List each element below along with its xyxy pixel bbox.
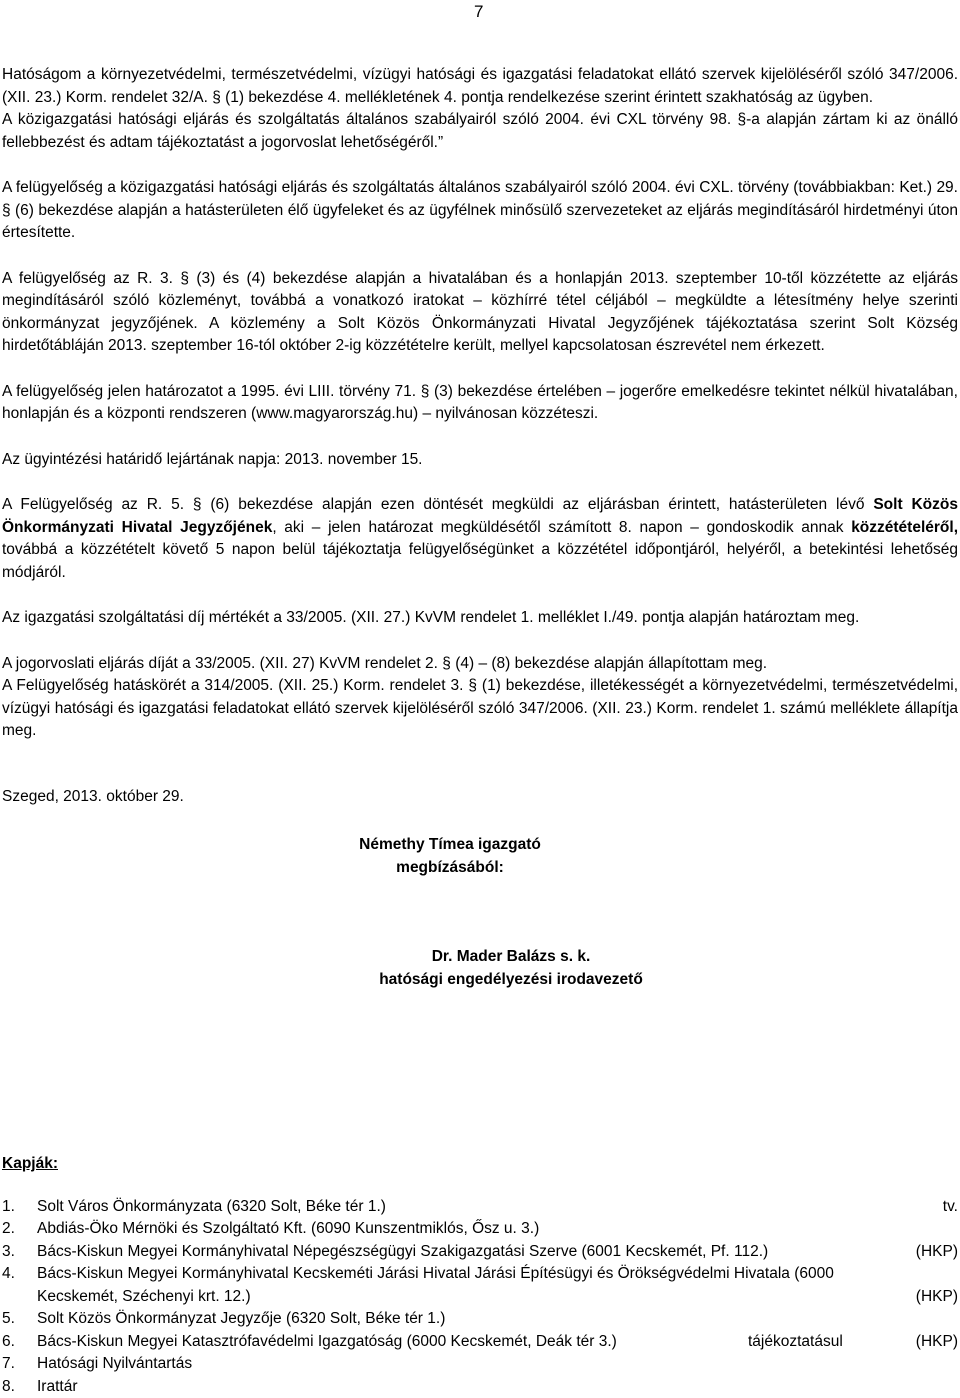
recipient-number: 4. [2, 1263, 37, 1286]
signatory-name: Dr. Mader Balázs s. k. [62, 946, 960, 969]
recipient-text-line: Irattár [37, 1378, 77, 1395]
recipient-number: 1. [2, 1196, 37, 1219]
recipient-text [37, 1241, 888, 1264]
recipient-text-line: Solt Közös Önkormányzat Jegyzője (6320 Solt, Béke tér 1.) [37, 1310, 445, 1327]
paragraph-appeal-exclusion: A közigazgatási hatósági eljárás és szolgáltatás általános szabályairól szóló 2004. évi CXL törvény 98. §-a alapján zártam ki az önálló fellebbezést és adtam tájékoztatást a jogorvoslat lehetőségéről.” [2, 109, 958, 154]
recipient-number: 7. [2, 1353, 37, 1376]
paragraph-delivery [2, 494, 958, 584]
recipient-text [37, 1196, 888, 1219]
recipient-text-line: Hatósági Nyilvántartás [37, 1355, 192, 1372]
paragraph-public-disclosure: A felügyelőség jelen határozatot a 1995. évi LIII. törvény 71. § (3) bekezdése értelében – jogerőre emelkedésre tekintet nélkül hivatalában, honlapján és a központi rendszeren (www.magyarország.hu) – nyilvánosan közzéteszi. [2, 381, 958, 426]
recipient-item [2, 1241, 958, 1264]
recipient-number: 2. [2, 1218, 37, 1241]
recipient-text-line: Kecskemét, Széchenyi krt. 12.) [37, 1288, 251, 1305]
recipient-item [2, 1196, 958, 1219]
recipient-number: 8. [2, 1376, 37, 1398]
page-number: 7 [474, 2, 483, 22]
delivery-recipient-bold: Solt Közös Önkormányzati Hivatal Jegyzőjének [2, 496, 958, 536]
recipient-number: 6. [2, 1331, 37, 1354]
recipient-text [37, 1263, 888, 1308]
signatory-title: hatósági engedélyezési irodavezető [62, 969, 960, 992]
recipient-item [2, 1353, 958, 1376]
recipient-number: 5. [2, 1308, 37, 1331]
recipient-item [2, 1263, 958, 1308]
signature-block [0, 834, 960, 991]
delivery-text-e: továbbá a közzétételt követő 5 napon belül tájékoztatja felügyelőségünket a közzététel időpontjáról, helyéről, a betekintési lehetőség módjáról. [2, 541, 958, 581]
recipient-text [37, 1353, 888, 1376]
paragraph-notice: A felügyelőség a közigazgatási hatósági eljárás és szolgáltatás általános szabályairól szóló 2004. évi CXL. törvény (továbbiakban: Ket.) 29. § (6) bekezdése alapján a hatásterületen élő ügyfeleket és az ügyfélnek minősülő szervezeteket az eljárás megindításáról hirdetményi úton értesítette. [2, 177, 958, 245]
paragraph-deadline: Az ügyintézési határidő lejártának napja: 2013. november 15. [2, 449, 958, 472]
recipient-delivery-tag: (HKP) [888, 1286, 958, 1309]
delivery-publication-bold: közzétételéről, [851, 519, 958, 536]
paragraph-fee: Az igazgatási szolgáltatási díj mértékét a 33/2005. (XII. 27.) KvVM rendelet 1. melléklet I./49. pontja alapján határoztam meg. [2, 607, 958, 630]
recipient-text [37, 1218, 888, 1241]
delivery-text-a: A Felügyelőség az R. 5. § (6) bekezdése alapján ezen döntését megküldi az eljárásban érintett, hatásterületen lévő [2, 496, 873, 513]
recipient-text-line: Abdiás-Öko Mérnöki és Szolgáltató Kft. (6090 Kunszentmiklós, Ősz u. 3.) [37, 1220, 539, 1237]
recipient-number: 3. [2, 1241, 37, 1264]
recipient-text [37, 1308, 888, 1331]
recipient-text-line: Bács-Kiskun Megyei Katasztrófavédelmi Igazgatóság (6000 Kecskemét, Deák tér 3.) [37, 1333, 617, 1350]
paragraph-appeal-fee: A jogorvoslati eljárás díját a 33/2005. (XII. 27) KvVM rendelet 2. § (4) – (8) bekezdése alapján állapítottam meg. [2, 653, 958, 676]
recipient-delivery-tag: (HKP) [888, 1241, 958, 1264]
recipient-text-line: Bács-Kiskun Megyei Kormányhivatal Kecskeméti Járási Hivatal Járási Építésügyi és Örökségvédelmi Hivatala (6000 [37, 1265, 834, 1282]
recipient-note: tájékoztatásul [748, 1331, 888, 1354]
recipient-delivery-tag: tv. [888, 1196, 958, 1219]
recipient-text [37, 1331, 748, 1354]
recipient-item [2, 1331, 958, 1354]
paragraph-jurisdiction: Hatóságom a környezetvédelmi, természetvédelmi, vízügyi hatósági és igazgatási feladatokat ellátó szervek kijelöléséről szóló 347/2006. (XII. 23.) Korm. rendelet 32/A. § (1) bekezdése 4. mellékletének 4. pontja rendelkezése szerint érintett szakhatóság az ügyben. [2, 64, 958, 109]
recipient-delivery-tag: (HKP) [888, 1331, 958, 1354]
recipients-heading: Kapják: [2, 1153, 958, 1176]
recipient-text-line: Bács-Kiskun Megyei Kormányhivatal Népegészségügyi Szakigazgatási Szerve (6001 Kecskemét, Pf. 112.) [37, 1243, 768, 1260]
delivery-text-c: , aki – jelen határozat megküldésétől számított 8. napon – gondoskodik annak [272, 519, 851, 536]
paragraph-competence: A Felügyelőség hatáskörét a 314/2005. (XII. 25.) Korm. rendelet 3. § (1) bekezdése, illetékességét a környezetvédelmi, természetvédelmi, vízügyi hatósági és igazgatási feladatokat ellátó szervek kijelöléséről szóló 347/2006. (XII. 23.) Korm. rendelet 1. számú melléklete állapítja meg. [2, 675, 958, 743]
recipients-list [2, 1196, 958, 1398]
paragraph-publication: A felügyelőség az R. 3. § (3) és (4) bekezdése alapján a hivatalában és a honlapján 2013. szeptember 10-től közzétette az eljárás megindításáról szóló közleményt, továbbá a vonatkozó iratokat – közhírré tétel céljából – megküldte a létesítmény helye szerinti önkormányzat jegyzőjének. A közlemény a Solt Közös Önkormányzati Hivatal Jegyzőjének tájékoztatása szerint Solt Község hirdetőtábláján 2013. szeptember 16-tól október 2-ig közzétételre került, mellyel kapcsolatosan észrevétel nem érkezett. [2, 268, 958, 358]
recipient-text-line: Solt Város Önkormányzata (6320 Solt, Béke tér 1.) [37, 1198, 386, 1215]
recipient-item [2, 1308, 958, 1331]
document-body [2, 64, 958, 1398]
signature-mandate: megbízásából: [0, 857, 960, 880]
place-and-date: Szeged, 2013. október 29. [2, 786, 958, 809]
recipient-item [2, 1218, 958, 1241]
signature-authority: Némethy Tímea igazgató [0, 834, 960, 857]
